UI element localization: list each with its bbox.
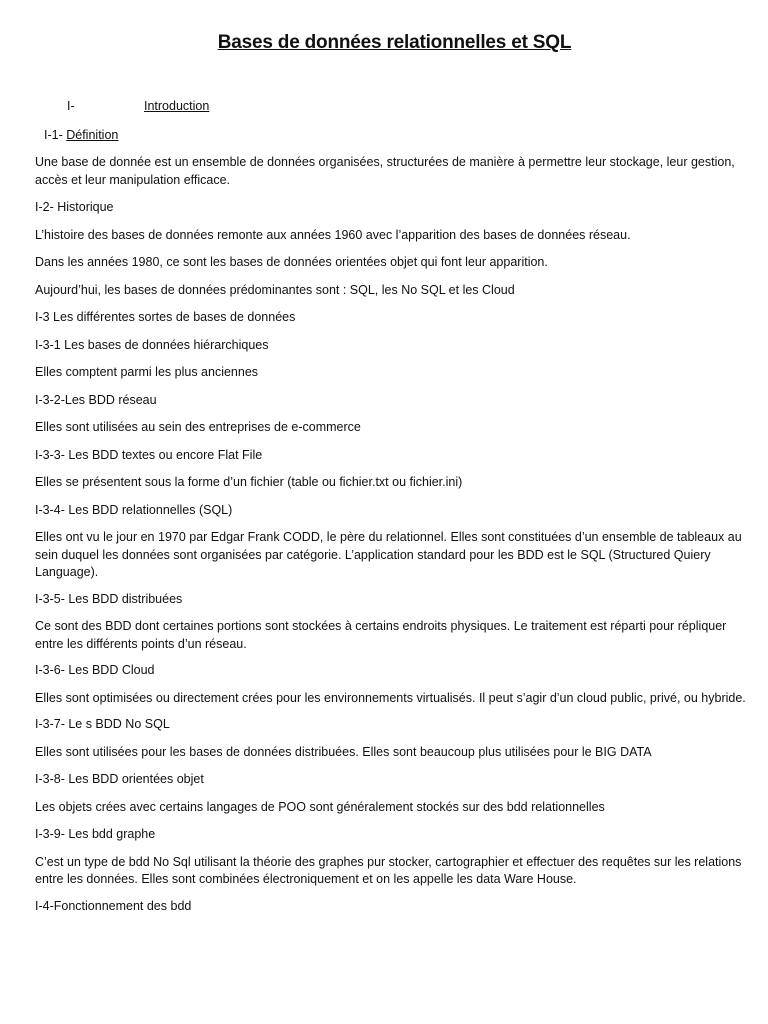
definition-prefix: I-1- [44,128,63,142]
heading-bdd-relationnelles: I-3-4- Les BDD relationnelles (SQL) [35,502,233,517]
heading-historique: I-2- Historique [35,200,114,214]
paragraph-bdd-graphe: C’est un type de bdd No Sql utilisant la théorie des graphes pur stocker, cartographier et effectuer des requêtes sur les relations entre les données. Elles sont combinées électroniquement et on les appelle les data Ware House. [35,854,742,886]
heading-bdd-reseau: I-3-2-Les BDD réseau [35,392,157,407]
paragraph-bdd-cloud: Elles sont optimisées ou directement crées pour les environnements virtualisés. Il peut s’agir d’un cloud public, privé, ou hybride. [35,690,746,705]
definition-heading [35,127,754,143]
heading-fonctionnement: I-4-Fonctionnement des bdd [35,898,192,913]
heading-sortes-bdd: I-3 Les différentes sortes de bases de données [35,310,296,324]
paragraph-definition: Une base de donnée est un ensemble de données organisées, structurées de manière à permettre leur stockage, leur gestion, accès et leur manipulation efficace. [35,155,735,187]
paragraph-bdd-reseau: Elles sont utilisées au sein des entreprises de e-commerce [35,420,361,434]
paragraph-bdd-nosql: Elles sont utilisées pour les bases de données distribuées. Elles sont beaucoup plus utilisées pour le BIG DATA [35,744,652,759]
heading-bdd-hierarchiques: I-3-1 Les bases de données hiérarchiques [35,337,269,352]
paragraph-historique-1: L’histoire des bases de données remonte aux années 1960 avec l’apparition des bases de données réseau. [35,227,631,242]
heading-bdd-cloud: I-3-6- Les BDD Cloud [35,663,155,677]
section-label: Introduction [144,99,210,113]
paragraph-historique-2: Dans les années 1980, ce sont les bases de données orientées objet qui font leur apparition. [35,255,548,269]
heading-bdd-distribuees: I-3-5- Les BDD distribuées [35,591,183,606]
heading-bdd-nosql: I-3-7- Le s BDD No SQL [35,717,170,731]
paragraph-bdd-hierarchiques: Elles comptent parmi les plus anciennes [35,365,259,379]
heading-bdd-objet: I-3-8- Les BDD orientées objet [35,772,204,786]
paragraph-bdd-textes: Elles se présentent sous la forme d’un fichier (table ou fichier.txt ou fichier.ini) [35,475,463,489]
section-number: I- [67,99,75,113]
paragraph-historique-3: Aujourd’hui, les bases de données prédominantes sont : SQL, les No SQL et les Cloud [35,282,515,297]
definition-label: Définition [66,128,119,142]
heading-bdd-graphe: I-3-9- Les bdd graphe [35,827,156,841]
paragraph-bdd-distribuees: Ce sont des BDD dont certaines portions sont stockées à certains endroits physiques. Le traitement est réparti pour répliquer entre les différents points d’un réseau. [35,619,727,651]
paragraph-bdd-objet: Les objets crées avec certains langages de POO sont généralement stockés sur des bdd relationnelles [35,799,605,814]
paragraph-bdd-relationnelles: Elles ont vu le jour en 1970 par Edgar Frank CODD, le père du relationnel. Elles sont constituées d’un ensemble de tableaux au sein duquel les données sont organisées par catégorie. L’application standard pour les BDD est le SQL (Structured Quiery Language). [35,530,742,579]
section-heading-introduction [35,98,754,114]
heading-bdd-textes: I-3-3- Les BDD textes ou encore Flat File [35,447,263,462]
document-title: Bases de données relationnelles et SQL [217,32,572,53]
